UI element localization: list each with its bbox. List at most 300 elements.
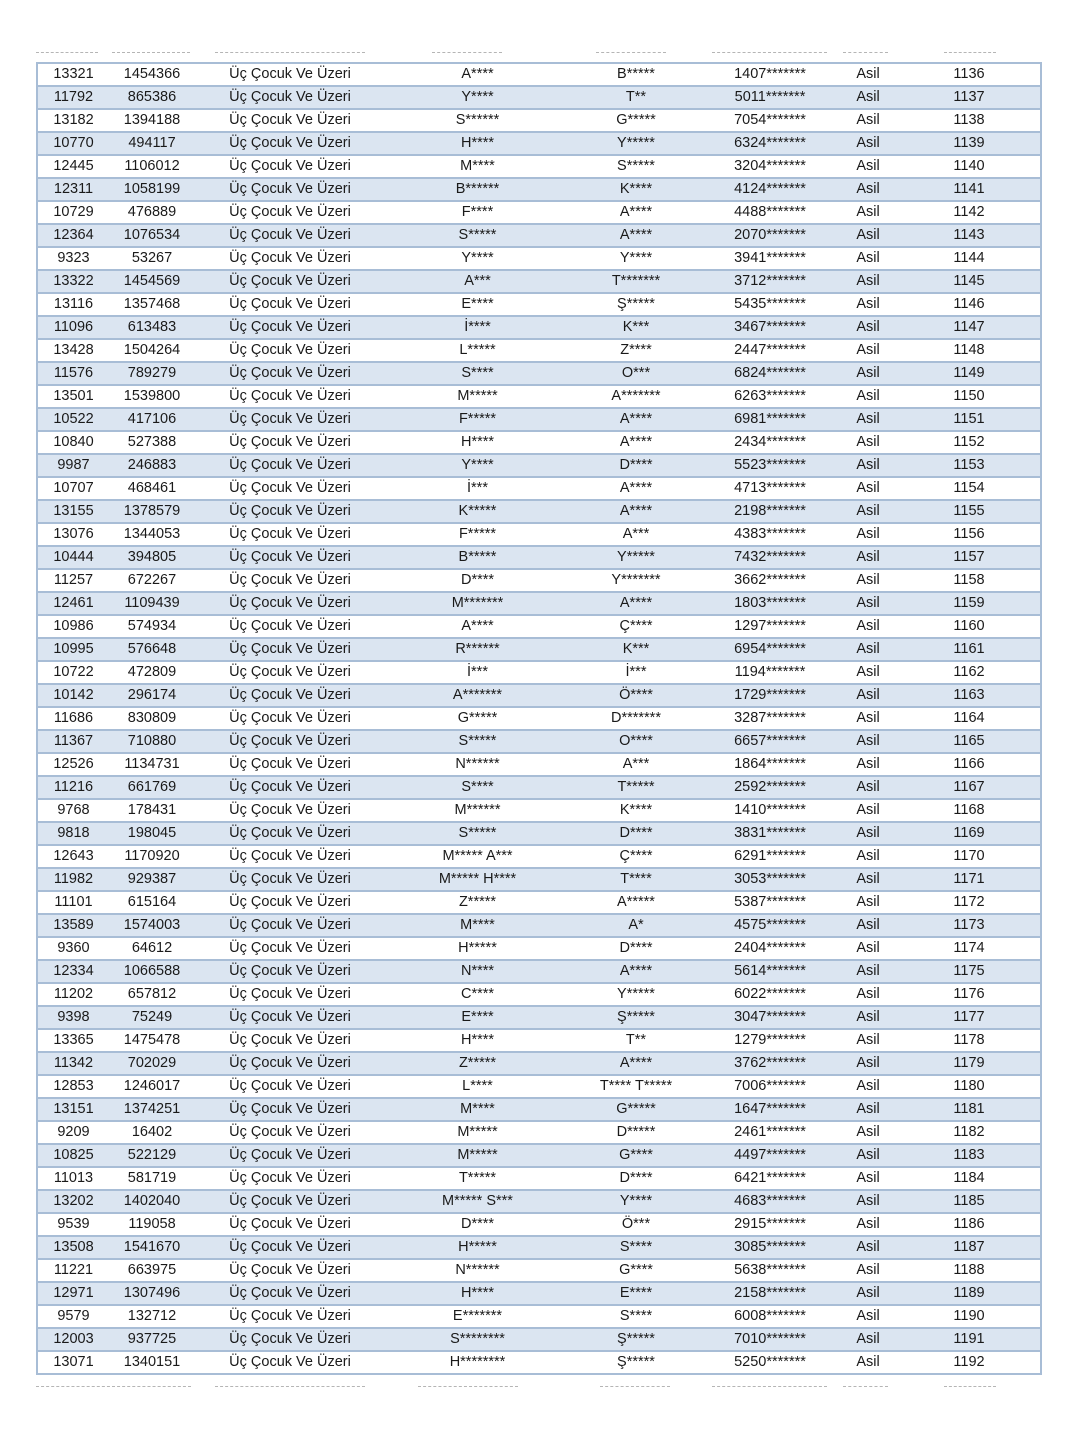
cell-application-no: 1475478 — [109, 1029, 195, 1052]
cell-category: Üç Çocuk Ve Üzeri — [195, 1236, 385, 1259]
cell-surname: A***** — [570, 891, 702, 914]
cell-surname: Y***** — [570, 132, 702, 155]
cell-application-no: 522129 — [109, 1144, 195, 1167]
table-row — [37, 201, 1041, 224]
table-row — [37, 454, 1041, 477]
cell-status: Asil — [838, 178, 898, 201]
cell-sequence-no: 1162 — [898, 661, 1041, 684]
cell-application-no: 615164 — [109, 891, 195, 914]
cell-name: M******* — [385, 592, 570, 615]
cell-surname: A**** — [570, 1052, 702, 1075]
table-row — [37, 1190, 1041, 1213]
cell-status: Asil — [838, 684, 898, 707]
cell-surname: G**** — [570, 1259, 702, 1282]
cell-sequence-no: 1184 — [898, 1167, 1041, 1190]
cell-id-number: 2915******* — [702, 1213, 838, 1236]
cell-application-no: 394805 — [109, 546, 195, 569]
cell-application-no: 672267 — [109, 569, 195, 592]
cell-id-number: 3712******* — [702, 270, 838, 293]
cell-id-number: 7010******* — [702, 1328, 838, 1351]
cell-sequence-no: 1186 — [898, 1213, 1041, 1236]
cell-sequence-no: 1166 — [898, 753, 1041, 776]
cell-sequence-no: 1146 — [898, 293, 1041, 316]
cell-name: H**** — [385, 1029, 570, 1052]
cell-application-no: 865386 — [109, 86, 195, 109]
cell-record-id: 13589 — [37, 914, 109, 937]
cell-record-id: 10840 — [37, 431, 109, 454]
cell-record-id: 13151 — [37, 1098, 109, 1121]
cell-status: Asil — [838, 500, 898, 523]
cell-id-number: 5614******* — [702, 960, 838, 983]
cell-record-id: 10707 — [37, 477, 109, 500]
cell-name: S**** — [385, 776, 570, 799]
cell-id-number: 1864******* — [702, 753, 838, 776]
cell-status: Asil — [838, 86, 898, 109]
cell-category: Üç Çocuk Ve Üzeri — [195, 1029, 385, 1052]
cell-name: L**** — [385, 1075, 570, 1098]
cell-surname: Ç**** — [570, 615, 702, 638]
table-row — [37, 730, 1041, 753]
cell-status: Asil — [838, 316, 898, 339]
cell-id-number: 4497******* — [702, 1144, 838, 1167]
cell-id-number: 6824******* — [702, 362, 838, 385]
layout-guide-line — [712, 52, 827, 53]
cell-record-id: 10729 — [37, 201, 109, 224]
cell-application-no: 75249 — [109, 1006, 195, 1029]
table-row — [37, 684, 1041, 707]
cell-name: M***** — [385, 1121, 570, 1144]
cell-sequence-no: 1157 — [898, 546, 1041, 569]
cell-record-id: 13155 — [37, 500, 109, 523]
cell-name: M***** — [385, 1144, 570, 1167]
table-row — [37, 500, 1041, 523]
results-table — [36, 62, 1042, 1375]
cell-sequence-no: 1168 — [898, 799, 1041, 822]
table-row — [37, 546, 1041, 569]
table-row — [37, 615, 1041, 638]
cell-status: Asil — [838, 270, 898, 293]
cell-record-id: 10995 — [37, 638, 109, 661]
cell-application-no: 53267 — [109, 247, 195, 270]
cell-application-no: 710880 — [109, 730, 195, 753]
cell-name: A**** — [385, 63, 570, 86]
cell-sequence-no: 1190 — [898, 1305, 1041, 1328]
cell-category: Üç Çocuk Ve Üzeri — [195, 1121, 385, 1144]
cell-record-id: 11096 — [37, 316, 109, 339]
cell-record-id: 13071 — [37, 1351, 109, 1374]
cell-record-id: 12526 — [37, 753, 109, 776]
cell-record-id: 11013 — [37, 1167, 109, 1190]
cell-name: T***** — [385, 1167, 570, 1190]
cell-status: Asil — [838, 1121, 898, 1144]
cell-surname: Ö**** — [570, 684, 702, 707]
cell-sequence-no: 1149 — [898, 362, 1041, 385]
cell-id-number: 1297******* — [702, 615, 838, 638]
cell-status: Asil — [838, 109, 898, 132]
cell-record-id: 11982 — [37, 868, 109, 891]
table-row — [37, 1121, 1041, 1144]
cell-name: İ*** — [385, 477, 570, 500]
cell-sequence-no: 1180 — [898, 1075, 1041, 1098]
cell-record-id: 12364 — [37, 224, 109, 247]
cell-status: Asil — [838, 707, 898, 730]
cell-application-no: 1378579 — [109, 500, 195, 523]
cell-sequence-no: 1167 — [898, 776, 1041, 799]
cell-category: Üç Çocuk Ve Üzeri — [195, 523, 385, 546]
cell-surname: S**** — [570, 1236, 702, 1259]
cell-status: Asil — [838, 477, 898, 500]
cell-category: Üç Çocuk Ve Üzeri — [195, 63, 385, 86]
cell-id-number: 3053******* — [702, 868, 838, 891]
cell-record-id: 12643 — [37, 845, 109, 868]
cell-id-number: 2198******* — [702, 500, 838, 523]
cell-status: Asil — [838, 1098, 898, 1121]
cell-name: B****** — [385, 178, 570, 201]
cell-status: Asil — [838, 983, 898, 1006]
cell-surname: T** — [570, 1029, 702, 1052]
cell-surname: T******* — [570, 270, 702, 293]
table-row — [37, 247, 1041, 270]
cell-id-number: 2434******* — [702, 431, 838, 454]
cell-category: Üç Çocuk Ve Üzeri — [195, 431, 385, 454]
cell-id-number: 2592******* — [702, 776, 838, 799]
table-row — [37, 1006, 1041, 1029]
cell-sequence-no: 1170 — [898, 845, 1041, 868]
cell-name: B***** — [385, 546, 570, 569]
cell-id-number: 5638******* — [702, 1259, 838, 1282]
cell-record-id: 9539 — [37, 1213, 109, 1236]
cell-application-no: 1066588 — [109, 960, 195, 983]
cell-name: İ*** — [385, 661, 570, 684]
cell-id-number: 3047******* — [702, 1006, 838, 1029]
table-row — [37, 178, 1041, 201]
cell-sequence-no: 1153 — [898, 454, 1041, 477]
cell-surname: T**** — [570, 868, 702, 891]
cell-status: Asil — [838, 1236, 898, 1259]
cell-surname: A******* — [570, 385, 702, 408]
cell-application-no: 64612 — [109, 937, 195, 960]
table-row — [37, 1075, 1041, 1098]
cell-id-number: 4575******* — [702, 914, 838, 937]
cell-application-no: 16402 — [109, 1121, 195, 1144]
cell-record-id: 11101 — [37, 891, 109, 914]
cell-status: Asil — [838, 868, 898, 891]
cell-status: Asil — [838, 1006, 898, 1029]
cell-category: Üç Çocuk Ve Üzeri — [195, 592, 385, 615]
cell-name: H***** — [385, 1236, 570, 1259]
cell-id-number: 1279******* — [702, 1029, 838, 1052]
cell-sequence-no: 1158 — [898, 569, 1041, 592]
cell-sequence-no: 1159 — [898, 592, 1041, 615]
cell-id-number: 5250******* — [702, 1351, 838, 1374]
cell-name: İ**** — [385, 316, 570, 339]
table-row — [37, 661, 1041, 684]
cell-record-id: 13501 — [37, 385, 109, 408]
cell-id-number: 2158******* — [702, 1282, 838, 1305]
cell-application-no: 830809 — [109, 707, 195, 730]
cell-application-no: 1394188 — [109, 109, 195, 132]
cell-category: Üç Çocuk Ve Üzeri — [195, 891, 385, 914]
cell-status: Asil — [838, 454, 898, 477]
cell-sequence-no: 1178 — [898, 1029, 1041, 1052]
cell-sequence-no: 1172 — [898, 891, 1041, 914]
cell-category: Üç Çocuk Ve Üzeri — [195, 983, 385, 1006]
cell-category: Üç Çocuk Ve Üzeri — [195, 454, 385, 477]
table-row — [37, 822, 1041, 845]
table-row — [37, 270, 1041, 293]
cell-surname: K*** — [570, 638, 702, 661]
cell-category: Üç Çocuk Ve Üzeri — [195, 960, 385, 983]
cell-status: Asil — [838, 1167, 898, 1190]
cell-surname: Y***** — [570, 546, 702, 569]
cell-application-no: 1134731 — [109, 753, 195, 776]
cell-surname: Ş***** — [570, 1006, 702, 1029]
cell-surname: D***** — [570, 1121, 702, 1144]
cell-status: Asil — [838, 431, 898, 454]
cell-record-id: 10444 — [37, 546, 109, 569]
cell-name: M***** — [385, 385, 570, 408]
cell-application-no: 1340151 — [109, 1351, 195, 1374]
cell-sequence-no: 1155 — [898, 500, 1041, 523]
cell-name: H**** — [385, 1282, 570, 1305]
cell-sequence-no: 1147 — [898, 316, 1041, 339]
table-row — [37, 132, 1041, 155]
cell-category: Üç Çocuk Ve Üzeri — [195, 937, 385, 960]
cell-sequence-no: 1164 — [898, 707, 1041, 730]
cell-status: Asil — [838, 615, 898, 638]
cell-category: Üç Çocuk Ve Üzeri — [195, 914, 385, 937]
cell-status: Asil — [838, 937, 898, 960]
cell-application-no: 937725 — [109, 1328, 195, 1351]
cell-status: Asil — [838, 730, 898, 753]
cell-application-no: 1058199 — [109, 178, 195, 201]
cell-surname: G***** — [570, 1098, 702, 1121]
cell-name: S**** — [385, 362, 570, 385]
cell-category: Üç Çocuk Ve Üzeri — [195, 1351, 385, 1374]
cell-status: Asil — [838, 1282, 898, 1305]
cell-sequence-no: 1165 — [898, 730, 1041, 753]
layout-guide-line — [944, 52, 996, 53]
cell-application-no: 929387 — [109, 868, 195, 891]
cell-surname: K**** — [570, 178, 702, 201]
cell-application-no: 1109439 — [109, 592, 195, 615]
cell-category: Üç Çocuk Ve Üzeri — [195, 684, 385, 707]
table-row — [37, 155, 1041, 178]
table-row — [37, 569, 1041, 592]
cell-application-no: 1504264 — [109, 339, 195, 362]
layout-guide-line — [944, 1386, 996, 1387]
cell-id-number: 6008******* — [702, 1305, 838, 1328]
cell-application-no: 472809 — [109, 661, 195, 684]
cell-sequence-no: 1192 — [898, 1351, 1041, 1374]
cell-record-id: 11221 — [37, 1259, 109, 1282]
cell-record-id: 12311 — [37, 178, 109, 201]
cell-record-id: 9579 — [37, 1305, 109, 1328]
cell-sequence-no: 1141 — [898, 178, 1041, 201]
cell-surname: S***** — [570, 155, 702, 178]
cell-id-number: 6421******* — [702, 1167, 838, 1190]
cell-status: Asil — [838, 1351, 898, 1374]
cell-id-number: 3762******* — [702, 1052, 838, 1075]
table-row — [37, 1167, 1041, 1190]
cell-surname: T***** — [570, 776, 702, 799]
cell-application-no: 661769 — [109, 776, 195, 799]
cell-surname: A**** — [570, 477, 702, 500]
cell-id-number: 6291******* — [702, 845, 838, 868]
table-row — [37, 1236, 1041, 1259]
cell-surname: D**** — [570, 1167, 702, 1190]
cell-surname: İ*** — [570, 661, 702, 684]
table-row — [37, 914, 1041, 937]
cell-application-no: 1307496 — [109, 1282, 195, 1305]
cell-application-no: 789279 — [109, 362, 195, 385]
cell-sequence-no: 1173 — [898, 914, 1041, 937]
cell-sequence-no: 1177 — [898, 1006, 1041, 1029]
cell-id-number: 3662******* — [702, 569, 838, 592]
cell-id-number: 3467******* — [702, 316, 838, 339]
layout-guide-line — [36, 1386, 191, 1387]
cell-surname: O**** — [570, 730, 702, 753]
cell-application-no: 1170920 — [109, 845, 195, 868]
table-row — [37, 431, 1041, 454]
cell-category: Üç Çocuk Ve Üzeri — [195, 1052, 385, 1075]
cell-sequence-no: 1138 — [898, 109, 1041, 132]
cell-surname: A*** — [570, 753, 702, 776]
cell-application-no: 468461 — [109, 477, 195, 500]
cell-sequence-no: 1142 — [898, 201, 1041, 224]
cell-category: Üç Çocuk Ve Üzeri — [195, 109, 385, 132]
cell-category: Üç Çocuk Ve Üzeri — [195, 546, 385, 569]
cell-name: A**** — [385, 615, 570, 638]
cell-application-no: 417106 — [109, 408, 195, 431]
cell-id-number: 6981******* — [702, 408, 838, 431]
cell-name: D**** — [385, 569, 570, 592]
cell-category: Üç Çocuk Ve Üzeri — [195, 1006, 385, 1029]
cell-name: D**** — [385, 1213, 570, 1236]
table-row — [37, 937, 1041, 960]
cell-sequence-no: 1150 — [898, 385, 1041, 408]
cell-id-number: 6263******* — [702, 385, 838, 408]
cell-name: A*** — [385, 270, 570, 293]
cell-category: Üç Çocuk Ve Üzeri — [195, 1144, 385, 1167]
cell-status: Asil — [838, 1305, 898, 1328]
layout-guide-line — [712, 1386, 827, 1387]
cell-category: Üç Çocuk Ve Üzeri — [195, 753, 385, 776]
cell-record-id: 12853 — [37, 1075, 109, 1098]
cell-surname: A**** — [570, 431, 702, 454]
cell-id-number: 2461******* — [702, 1121, 838, 1144]
cell-record-id: 11257 — [37, 569, 109, 592]
cell-category: Üç Çocuk Ve Üzeri — [195, 1075, 385, 1098]
cell-sequence-no: 1185 — [898, 1190, 1041, 1213]
cell-surname: A*** — [570, 523, 702, 546]
cell-name: H***** — [385, 937, 570, 960]
cell-surname: D**** — [570, 822, 702, 845]
cell-name: M***** A*** — [385, 845, 570, 868]
cell-id-number: 7432******* — [702, 546, 838, 569]
cell-record-id: 9987 — [37, 454, 109, 477]
cell-record-id: 11216 — [37, 776, 109, 799]
cell-id-number: 6022******* — [702, 983, 838, 1006]
cell-record-id: 10986 — [37, 615, 109, 638]
cell-id-number: 3941******* — [702, 247, 838, 270]
cell-status: Asil — [838, 914, 898, 937]
cell-sequence-no: 1139 — [898, 132, 1041, 155]
cell-sequence-no: 1137 — [898, 86, 1041, 109]
layout-guide-line — [418, 1386, 518, 1387]
table-row — [37, 1213, 1041, 1236]
layout-guide-line — [215, 52, 365, 53]
cell-surname: Ş***** — [570, 293, 702, 316]
cell-id-number: 2447******* — [702, 339, 838, 362]
cell-category: Üç Çocuk Ve Üzeri — [195, 799, 385, 822]
cell-sequence-no: 1154 — [898, 477, 1041, 500]
cell-record-id: 9398 — [37, 1006, 109, 1029]
cell-id-number: 1647******* — [702, 1098, 838, 1121]
cell-name: S****** — [385, 109, 570, 132]
cell-id-number: 6657******* — [702, 730, 838, 753]
cell-id-number: 1803******* — [702, 592, 838, 615]
cell-record-id: 13428 — [37, 339, 109, 362]
table-row — [37, 109, 1041, 132]
cell-status: Asil — [838, 1213, 898, 1236]
cell-name: E**** — [385, 293, 570, 316]
cell-category: Üç Çocuk Ve Üzeri — [195, 822, 385, 845]
cell-application-no: 663975 — [109, 1259, 195, 1282]
cell-name: S***** — [385, 730, 570, 753]
table-row — [37, 1328, 1041, 1351]
cell-name: N****** — [385, 753, 570, 776]
cell-record-id: 9323 — [37, 247, 109, 270]
cell-status: Asil — [838, 638, 898, 661]
cell-status: Asil — [838, 1328, 898, 1351]
cell-category: Üç Çocuk Ve Üzeri — [195, 1259, 385, 1282]
cell-category: Üç Çocuk Ve Üzeri — [195, 408, 385, 431]
cell-application-no: 476889 — [109, 201, 195, 224]
cell-surname: A**** — [570, 500, 702, 523]
cell-status: Asil — [838, 523, 898, 546]
cell-record-id: 13365 — [37, 1029, 109, 1052]
table-row — [37, 224, 1041, 247]
cell-id-number: 5435******* — [702, 293, 838, 316]
cell-application-no: 1246017 — [109, 1075, 195, 1098]
cell-name: Z***** — [385, 1052, 570, 1075]
cell-sequence-no: 1144 — [898, 247, 1041, 270]
cell-record-id: 10722 — [37, 661, 109, 684]
cell-sequence-no: 1174 — [898, 937, 1041, 960]
table-row — [37, 845, 1041, 868]
cell-name: M****** — [385, 799, 570, 822]
cell-surname: Ş***** — [570, 1328, 702, 1351]
cell-status: Asil — [838, 1190, 898, 1213]
table-row — [37, 316, 1041, 339]
cell-record-id: 12461 — [37, 592, 109, 615]
cell-status: Asil — [838, 247, 898, 270]
table-body — [37, 63, 1041, 1374]
cell-id-number: 5523******* — [702, 454, 838, 477]
layout-guide-line — [215, 1386, 365, 1387]
cell-sequence-no: 1160 — [898, 615, 1041, 638]
cell-record-id: 10142 — [37, 684, 109, 707]
cell-category: Üç Çocuk Ve Üzeri — [195, 247, 385, 270]
cell-status: Asil — [838, 592, 898, 615]
cell-record-id: 13202 — [37, 1190, 109, 1213]
cell-surname: A**** — [570, 224, 702, 247]
cell-record-id: 12334 — [37, 960, 109, 983]
cell-status: Asil — [838, 63, 898, 86]
table-row — [37, 638, 1041, 661]
cell-application-no: 132712 — [109, 1305, 195, 1328]
